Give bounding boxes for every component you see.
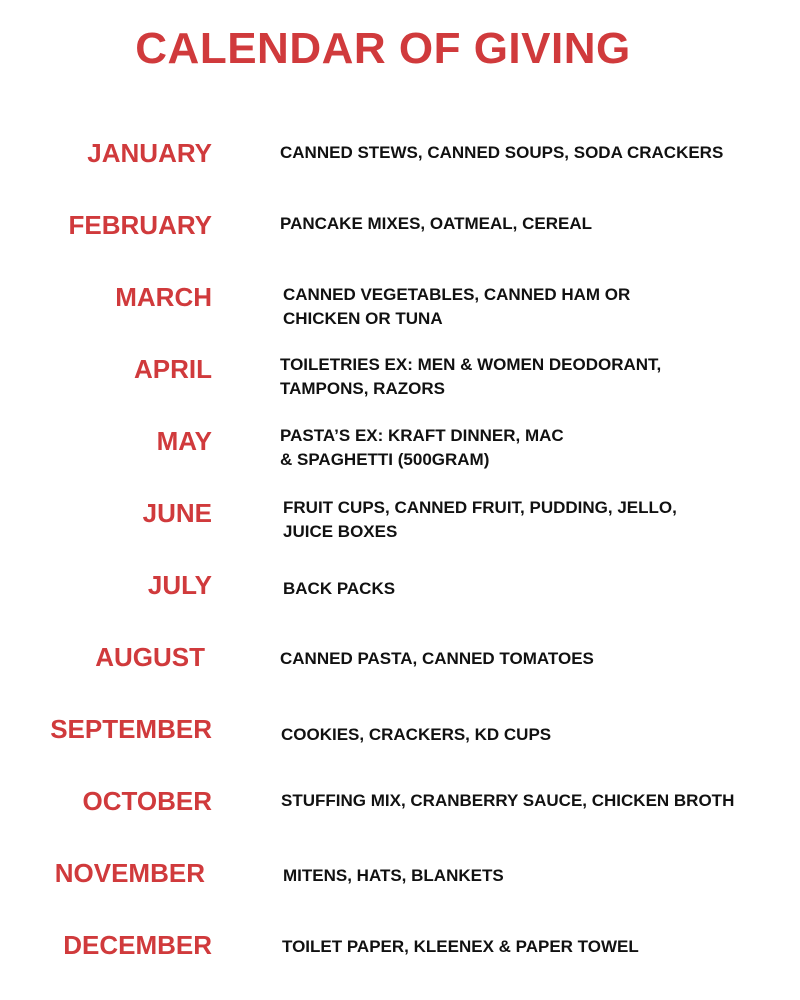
month-label: FEBRUARY bbox=[68, 210, 212, 240]
donation-items: TOILET PAPER, KLEENEX & PAPER TOWEL bbox=[282, 937, 639, 956]
month-label: NOVEMBER bbox=[54, 858, 205, 888]
donation-items: TOILETRIES EX: MEN & WOMEN DEODORANT, TAMPONS, RAZORS bbox=[280, 355, 662, 398]
donation-items: BACK PACKS bbox=[283, 579, 396, 598]
month-label: MAY bbox=[156, 426, 212, 456]
donation-items: PASTA’S EX: KRAFT DINNER, MAC & SPAGHETTI (500GRAM) bbox=[280, 426, 564, 469]
donation-items: COOKIES, CRACKERS, KD CUPS bbox=[281, 725, 552, 744]
donation-items: STUFFING MIX, CRANBERRY SAUCE, CHICKEN BROTH bbox=[281, 791, 735, 810]
month-label: AUGUST bbox=[95, 642, 205, 672]
month-label: DECEMBER bbox=[63, 930, 212, 960]
donation-items: CANNED PASTA, CANNED TOMATOES bbox=[280, 649, 594, 668]
month-label: JUNE bbox=[142, 498, 212, 528]
month-label: APRIL bbox=[134, 354, 212, 384]
donation-items: PANCAKE MIXES, OATMEAL, CEREAL bbox=[280, 214, 592, 233]
donation-items: CANNED STEWS, CANNED SOUPS, SODA CRACKERS bbox=[280, 143, 724, 162]
month-label: JULY bbox=[147, 570, 212, 600]
month-label: SEPTEMBER bbox=[50, 714, 212, 744]
month-label: MARCH bbox=[115, 282, 212, 312]
month-label: OCTOBER bbox=[82, 786, 212, 816]
donation-items: FRUIT CUPS, CANNED FRUIT, PUDDING, JELLO, JUICE BOXES bbox=[283, 498, 677, 541]
donation-items: MITENS, HATS, BLANKETS bbox=[283, 866, 504, 885]
page-title: CALENDAR OF GIVING bbox=[135, 24, 631, 73]
month-label: JANUARY bbox=[87, 138, 212, 168]
donation-items: CANNED VEGETABLES, CANNED HAM OR CHICKEN OR TUNA bbox=[283, 285, 631, 328]
